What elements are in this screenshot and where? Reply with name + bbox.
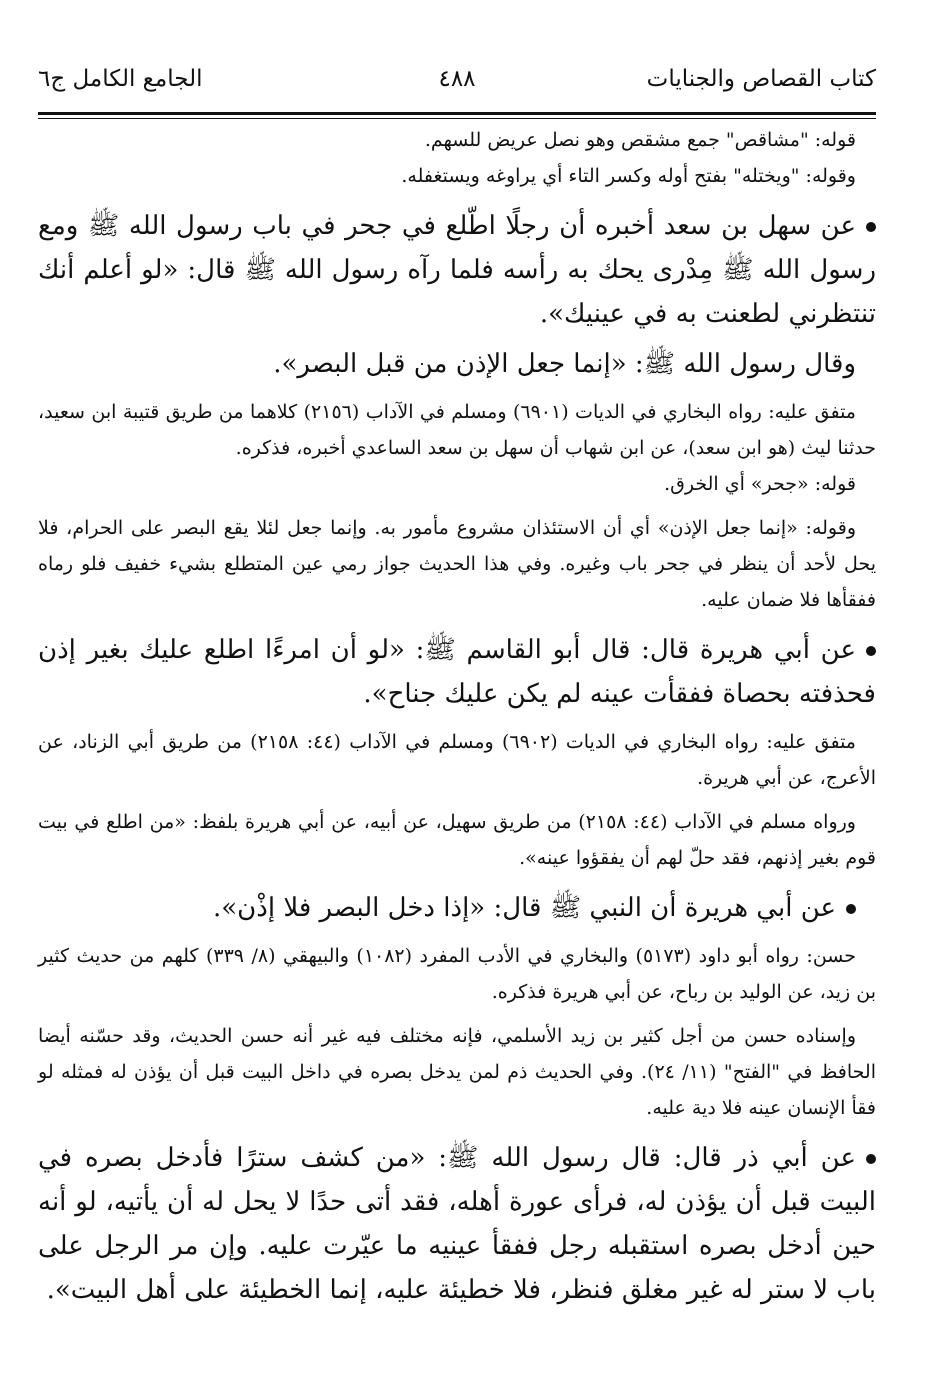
commentary-paragraph: وإسناده حسن من أجل كثير بن زيد الأسلمي، فإنه مختلف فيه غير أنه حسن الحديث، وقد حسّنه أيضا الحافظ في "الفتح" (١١/ ٢٤). وفي الحديث ذم لمن يدخل بصره في داخل البيت قبل أن يؤذن له فمثله لو فقأ الإنسان عينه فلا دية عليه. xyxy=(38,1025,876,1119)
hadith-paragraph xyxy=(38,628,876,716)
page-body xyxy=(38,122,876,1312)
commentary-paragraph: ورواه مسلم في الآداب (٤٤: ٢١٥٨) من طريق سهيل، عن أبيه، عن أبي هريرة بلفظ: «من اطلع في بيت قوم بغير إذنهم، فقد حلّ لهم أن يفقؤوا عينه». xyxy=(38,811,876,869)
page-header xyxy=(38,66,876,106)
bullet-icon xyxy=(866,646,876,656)
takhrij-paragraph: حسن: رواه أبو داود (٥١٧٣) والبخاري في الأدب المفرد (١٠٨٢) والبيهقي (٨/ ٣٣٩) كلهم من حديث كثير بن زيد، عن الوليد بن رباح، عن أبي هريرة فذكره. xyxy=(38,945,876,1003)
hadith-paragraph xyxy=(38,204,876,336)
hadith-paragraph: وقال رسول الله ﷺ: «إنما جعل الإذن من قبل البصر». xyxy=(273,349,856,379)
bullet-icon xyxy=(866,222,876,232)
hadith-paragraph xyxy=(38,1136,876,1312)
hadith-text: عن أبي هريرة قال: قال أبو القاسم ﷺ: «لو أن امرءًا اطلع عليك بغير إذن فحذفته بحصاة ففقأت عينه لم يكن عليك جناح». xyxy=(38,635,876,709)
hadith-text: عن سهل بن سعد أخبره أن رجلًا اطّلع في جحر في باب رسول الله ﷺ ومع رسول الله ﷺ مِدْرى يحك به رأسه فلما رآه رسول الله ﷺ قال: «لو أعلم أنك تنتظرني لطعنت به في عينيك». xyxy=(38,211,876,329)
commentary-paragraph: وقوله: «إنما جعل الإذن» أي أن الاستئذان مشروع مأمور به. وإنما جعل لئلا يقع البصر على الحرام، فلا يحل لأحد أن ينظر في جحر باب وغيره. وفي هذا الحديث جواز رمي عين المتطلع بشيء خفيف فلو رماه ففقأها فلا ضمان عليه. xyxy=(38,517,876,611)
bullet-icon xyxy=(866,1154,876,1164)
hadith-text: عن أبي ذر قال: قال رسول الله ﷺ: «من كشف سترًا فأدخل بصره في البيت قبل أن يؤذن له، فرأى عورة أهله، فقد أتى حدًا لا يحل له أن يأتيه، لو أنه حين أدخل بصره استقبله رجل ففقأ عينيه ما عيّرت عليه. وإن مر الرجل على باب لا ستر له غير مغلق فنظر، فلا خطيئة عليه، إنما الخطيئة على أهل البيت». xyxy=(38,1143,876,1305)
hadith-text: عن أبي هريرة أن النبي ﷺ قال: «إذا دخل البصر فلا إذْن». xyxy=(212,893,836,923)
page-number: ٤٨٨ xyxy=(438,66,476,92)
commentary-paragraph: قوله: «جحر» أي الخرق. xyxy=(664,473,856,495)
takhrij-paragraph: متفق عليه: رواه البخاري في الديات (٦٩٠١) ومسلم في الآداب (٢١٥٦) كلاهما من طريق قتيبة ابن سعيد، حدثنا ليث (هو ابن سعد)، عن ابن شهاب أن سهل بن سعد الساعدي أخبره، فذكره. xyxy=(38,401,876,459)
header-rule-thick xyxy=(38,112,876,115)
commentary-paragraph: وقوله: "ويختله" بفتح أوله وكسر التاء أي يراوغه ويستغفله. xyxy=(401,165,856,187)
header-rule-thin xyxy=(38,118,876,119)
commentary-paragraph: قوله: "مشاقص" جمع مشقص وهو نصل عريض للسهم. xyxy=(424,129,856,151)
book-title: الجامع الكامل ج٦ xyxy=(38,66,203,92)
hadith-paragraph xyxy=(38,886,876,930)
takhrij-paragraph: متفق عليه: رواه البخاري في الديات (٦٩٠٢) ومسلم في الآداب (٤٤: ٢١٥٨) من طريق أبي الزناد، عن الأعرج، عن أبي هريرة. xyxy=(38,731,876,789)
bullet-icon xyxy=(846,904,856,914)
chapter-title: كتاب القصاص والجنايات xyxy=(646,66,876,92)
